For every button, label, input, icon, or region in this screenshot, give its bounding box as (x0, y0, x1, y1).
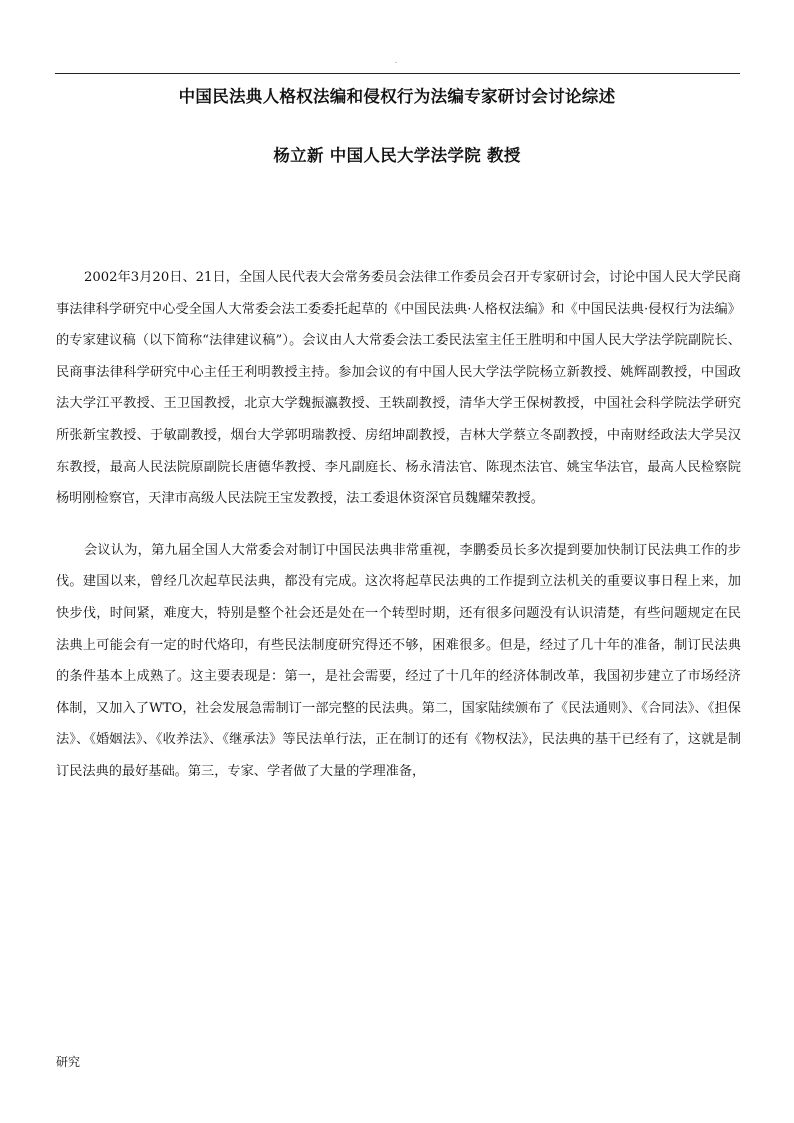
document-title: 中国民法典人格权法编和侵权行为法编专家研讨会讨论综述 (178, 87, 616, 106)
body-paragraph: 会议认为，第九届全国人大常委会对制订中国民法典非常重视，李鹏委员长多次提到要加快制订民法典工作的步伐。建国以来，曾经几次起草民法典，都没有完成。这次将起草民法典的工作提到立法机关的重要议事日程上来，加快步伐，时间紧，难度大，特别是整个社会还是处在一个转型时期，还有很多问题没有认识清楚，有些问题规定在民法典上可能会有一定的时代烙印，有些民法制度研究得还不够，困难很多。但是，经过了几十年的准备，制订民法典的条件基本上成熟了。这主要表现是：第一，是社会需要，经过了十几年的经济体制改革，我国初步建立了市场经济体制，又加入了WTO，社会发展急需制订一部完整的民法典。第二，国家陆续颁布了《民法通则》、《合同法》、《担保法》、《婚姻法》、《收养法》、《继承法》等民法单行法，正在制订的还有《物权法》，民法典的基干已经有了，这就是制订民法典的最好基础。第三，专家、学者做了大量的学理准备， (56, 542, 741, 779)
author-byline: 杨立新 中国人民大学法学院 教授 (273, 146, 521, 165)
page-footer: 研究 (56, 1055, 81, 1069)
header-mark: . (395, 58, 397, 65)
document-body (56, 262, 741, 788)
header-rule (55, 73, 740, 74)
body-paragraph: 2002年3月20日、21日，全国人民代表大会常务委员会法律工作委员会召开专家研讨会，讨论中国人民大学民商事法律科学研究中心受全国人大常委会法工委委托起草的《中国民法典·人格权法编》和《中国民法典·侵权行为法编》的专家建议稿（以下简称“法律建议稿”）。会议由人大常委会法工委民法室主任王胜明和中国人民大学法学院副院长、民商事法律科学研究中心主任王利明教授主持。参加会议的有中国人民大学法学院杨立新教授、姚辉副教授，中国政法大学江平教授、王卫国教授，北京大学魏振瀛教授、王轶副教授，清华大学王保树教授，中国社会科学院法学研究所张新宝教授、于敏副教授，烟台大学郭明瑞教授、房绍坤副教授，吉林大学蔡立冬副教授，中南财经政法大学吴汉东教授，最高人民法院原副院长唐德华教授、李凡副庭长、杨永清法官、陈现杰法官、姚宝华法官，最高人民检察院杨明刚检察官，天津市高级人民法院王宝发教授，法工委退休资深官员魏耀荣教授。 (56, 270, 741, 507)
